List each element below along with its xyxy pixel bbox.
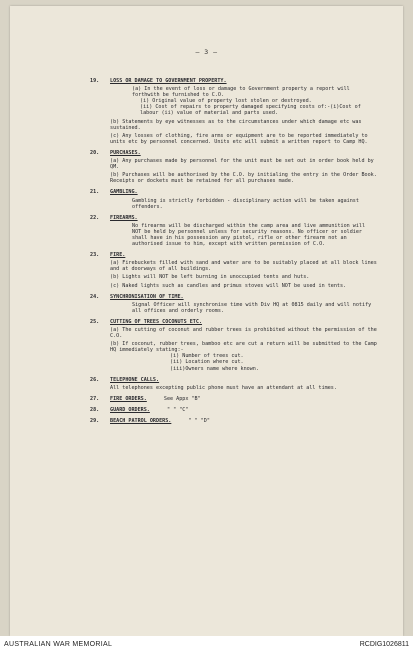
section-heading: LOSS OR DAMAGE TO GOVERNMENT PROPERTY.	[110, 78, 227, 84]
archive-footer	[0, 636, 413, 654]
section-heading: GUARD ORDERS.	[110, 406, 150, 413]
section-19	[86, 78, 377, 145]
orders-body	[86, 78, 377, 429]
paragraph: (c) Naked lights such as candles and primus stoves will NOT be used in tents.	[110, 282, 347, 289]
section-heading: FIREARMS.	[110, 214, 138, 221]
section-number: 20.	[90, 149, 100, 156]
document-page	[10, 6, 403, 636]
section-23	[86, 252, 377, 288]
paragraph: (a) Any purchases made by personnel for the unit must be set out in order book held by QM.	[110, 158, 374, 171]
section-number: 27.	[90, 395, 100, 402]
section-heading: SYNCHRONISATION OF TIME.	[110, 293, 184, 300]
section-number: 23.	[90, 252, 100, 259]
appendix-reference: " " "D"	[188, 418, 210, 425]
section-heading: BEACH PATROL ORDERS.	[110, 418, 172, 425]
section-27	[86, 396, 377, 402]
section-24	[86, 294, 377, 314]
paragraph: (c) Any losses of clothing, fire arms or equipment are to be reported immediately to units etc by personnel concerned. Units etc will submit a written report to Camp HQ.	[110, 132, 368, 145]
section-heading: FIRE.	[110, 252, 126, 259]
section-number: 24.	[90, 293, 100, 300]
section-number: 22.	[90, 214, 100, 221]
appendix-reference: " " "C"	[166, 406, 189, 413]
paragraph: (b) Lights will NOT be left burning in unoccupied tents and huts.	[110, 274, 310, 281]
paragraph: (b) If coconut, rubber trees, bamboo etc are cut a return will be submitted to the Camp HQ immediately stating:-	[110, 341, 377, 354]
section-number: 25.	[90, 318, 100, 325]
paragraph: All telephones excepting public phone must have an attendant at all times.	[110, 384, 337, 391]
paragraph: (b) Purchases will be authorised by the C.O. by initialing the entry in the Order Book. Receipts or dockets must be retained for all purchases made.	[110, 172, 377, 185]
paragraph: Signal Officer will synchronise time with Div HQ at 0815 daily and will notify all offices and orderly rooms.	[132, 301, 372, 314]
paragraph: (b) Statements by eye witnesses as to the circumstances under which damage etc was sustained.	[110, 118, 362, 131]
section-heading: PURCHASES.	[110, 149, 141, 156]
sub-paragraph: (i) Original value of property lost stolen or destroyed.	[140, 98, 312, 105]
section-22	[86, 215, 377, 247]
paragraph: (a) Firebuckets filled with sand and water are to be suitably placed at all block lines and at doorways of all buildings.	[110, 260, 377, 273]
section-26	[86, 377, 377, 391]
section-25	[86, 319, 377, 372]
appendix-reference: See Appx "B"	[163, 395, 201, 402]
section-heading: CUTTING OF TREES COCONUTS ETC.	[110, 318, 203, 325]
section-number: 29.	[90, 418, 100, 425]
archive-name: AUSTRALIAN WAR MEMORIAL	[4, 641, 113, 648]
section-heading: TELEPHONE CALLS.	[110, 376, 160, 383]
section-21	[86, 189, 377, 209]
archive-record-id: RCDIG1026811	[359, 641, 409, 648]
paragraph: No firearms will be discharged within the camp area and live ammunition will NOT be held by personnel unless for security reasons. No officer or soldier shall have in his possession any pistol, rifle or other firearm not an authorised issue to him, except with written permission of C.O.	[132, 222, 366, 248]
list-item: (iii)Owners name where known.	[170, 365, 259, 372]
section-number: 28.	[90, 406, 100, 413]
sub-paragraph: (ii) Cost of repairs to property damaged specifying costs of:-(i)Cost of labour (ii) value of material and parts used.	[140, 104, 361, 117]
paragraph: (a) The cutting of coconut and rubber trees is prohibited without the permission of the C.O.	[110, 327, 377, 340]
paragraph: (a) In the event of loss or damage to Government property a report will forthwith be furnished to C.O.	[132, 86, 350, 99]
section-number: 19.	[90, 78, 100, 84]
section-20	[86, 150, 377, 184]
section-29	[86, 418, 377, 424]
section-number: 26.	[90, 376, 100, 383]
section-heading: GAMBLING.	[110, 189, 138, 196]
section-heading: FIRE ORDERS.	[110, 395, 147, 402]
list-item: (i) Number of trees cut.	[170, 353, 244, 360]
page-number: — 3 —	[195, 48, 218, 56]
paragraph: Gambling is strictly forbidden - disciplinary action will be taken against offenders.	[132, 197, 359, 210]
list-item: (ii) Location where cut.	[170, 359, 244, 366]
section-number: 21.	[90, 189, 100, 196]
section-28	[86, 407, 377, 413]
